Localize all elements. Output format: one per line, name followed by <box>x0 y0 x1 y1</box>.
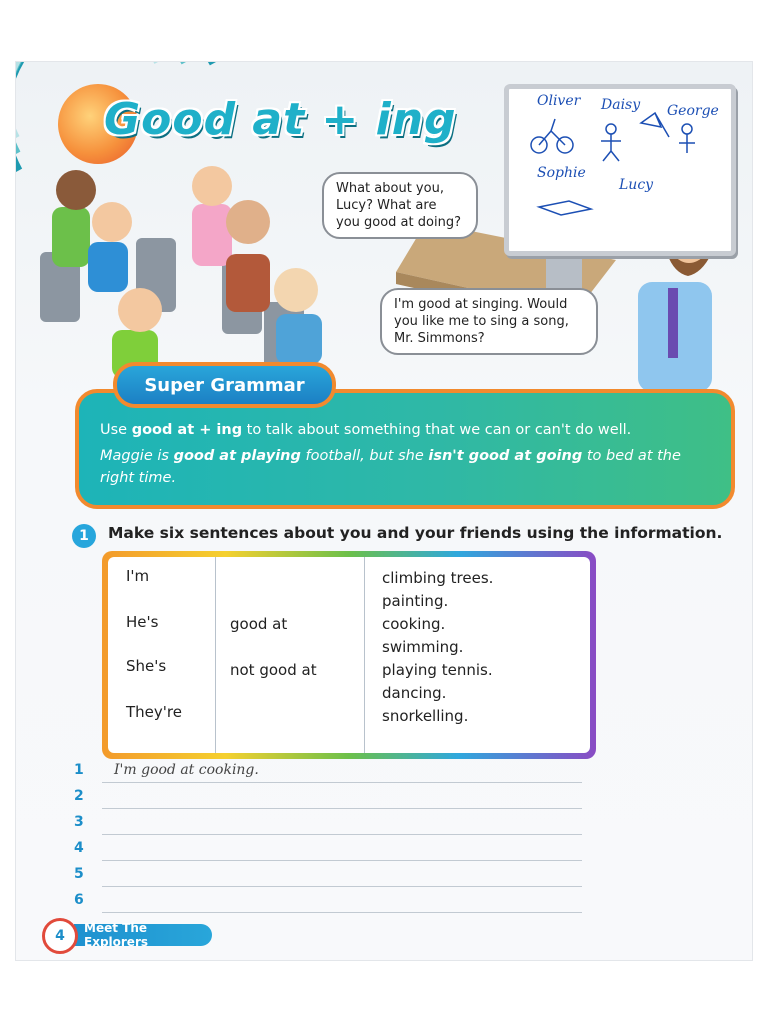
whiteboard-name: Sophie <box>537 165 586 181</box>
answer-line-6[interactable] <box>102 912 582 913</box>
super-grammar-label: Super Grammar <box>113 362 336 408</box>
answer-number: 5 <box>74 866 84 882</box>
whiteboard <box>504 84 736 256</box>
substitution-table <box>102 551 596 759</box>
whiteboard-name: Lucy <box>619 177 654 193</box>
whiteboard-name: George <box>667 103 719 119</box>
answer-number: 4 <box>74 840 84 856</box>
page-number: 4 <box>42 918 78 954</box>
exercise-number-badge: 1 <box>72 524 96 548</box>
answer-line-3[interactable] <box>102 834 582 835</box>
modifier-cell: good at <box>230 615 288 633</box>
grammar-example-key: isn't good at going <box>428 448 583 464</box>
substitution-table-body <box>108 557 590 753</box>
activity-cell: swimming. <box>382 638 464 656</box>
grammar-rule <box>100 422 631 438</box>
unit-title-tab: Meet The Explorers <box>74 924 212 946</box>
answer-line-4[interactable] <box>102 860 582 861</box>
speech-bubble-girl: I'm good at singing. Would you like me to sing a song, Mr. Simmons? <box>380 288 598 355</box>
grammar-rule-key: good at + ing <box>131 422 243 438</box>
whiteboard-name: Daisy <box>601 97 641 113</box>
activity-cell: snorkelling. <box>382 707 469 725</box>
answer-line-1[interactable] <box>102 782 582 783</box>
workbook-page <box>16 62 752 960</box>
page-title: Good at + ing <box>104 94 457 145</box>
grammar-example-text: Maggie is <box>100 448 174 464</box>
grammar-rule-text: to talk about something that we can or can't do well. <box>242 422 632 438</box>
column-divider <box>215 557 216 753</box>
answer-number: 1 <box>74 762 84 778</box>
grammar-example-text: football, but she <box>300 448 429 464</box>
grammar-example-text: to bed at the right time. <box>100 448 681 486</box>
subject-cell: He's <box>126 613 159 631</box>
answer-number: 2 <box>74 788 84 804</box>
exercise-instruction: Make six sentences about you and your friends using the information. <box>108 524 723 542</box>
answer-number: 3 <box>74 814 84 830</box>
modifier-cell: not good at <box>230 661 317 679</box>
grammar-example <box>100 445 710 489</box>
subject-cell: I'm <box>126 567 150 585</box>
grammar-rule-text: Use <box>100 422 132 438</box>
whiteboard-doodles <box>509 89 721 241</box>
answer-example: I'm good at cooking. <box>114 762 259 778</box>
activity-cell: dancing. <box>382 684 447 702</box>
answer-line-5[interactable] <box>102 886 582 887</box>
activity-cell: playing tennis. <box>382 661 493 679</box>
answer-line-2[interactable] <box>102 808 582 809</box>
whiteboard-name: Oliver <box>537 93 581 109</box>
answer-number: 6 <box>74 892 84 908</box>
subject-cell: They're <box>126 703 182 721</box>
activity-cell: climbing trees. <box>382 569 494 587</box>
speech-bubble-teacher: What about you, Lucy? What are you good at doing? <box>322 172 478 239</box>
grammar-example-key: good at playing <box>173 448 301 464</box>
activity-cell: cooking. <box>382 615 446 633</box>
column-divider <box>364 557 365 753</box>
activity-cell: painting. <box>382 592 449 610</box>
subject-cell: She's <box>126 657 167 675</box>
